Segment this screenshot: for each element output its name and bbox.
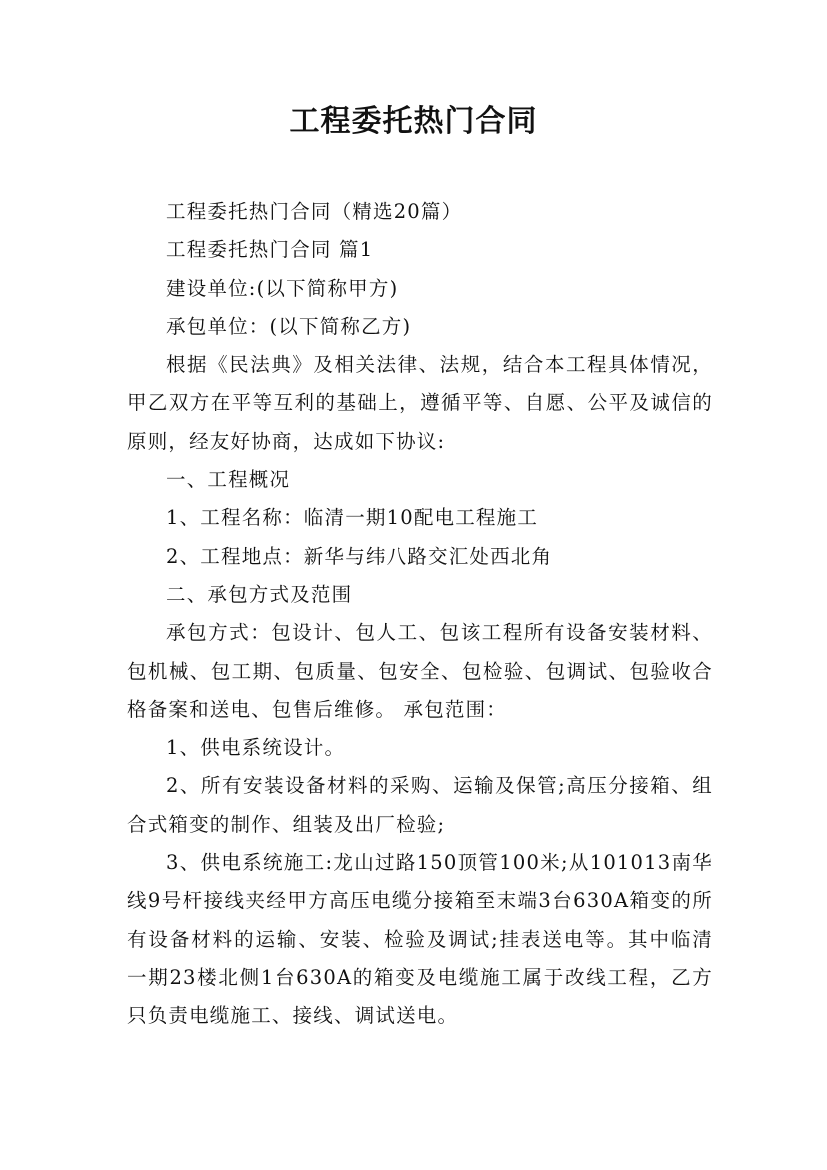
- paragraph-subtitle: 工程委托热门合同（精选20篇）: [166, 200, 463, 223]
- document-body: [127, 193, 713, 1036]
- paragraph-project-location: 2、工程地点：新华与纬八路交汇处西北角: [166, 544, 553, 568]
- section-heading-overview: 一、工程概况: [166, 468, 291, 492]
- paragraph-project-name: 1、工程名称：临清一期10配电工程施工: [166, 506, 539, 530]
- section-heading-scope: 二、承包方式及范围: [166, 582, 353, 606]
- paragraph-scope-item-3: 3、供电系统施工:龙山过路150顶管100米;从101013南华线9号杆接线夹经甲方高压电缆分接箱至末端3台630A箱变的所有设备材料的运输、安装、检验及调试;挂表送电等。其中临清一期23楼北侧1台630A的箱变及电缆施工属于改线工程，乙方只负责电缆施工、接线、调试送电。: [127, 851, 713, 1028]
- paragraph-scope-item-2: 2、所有安装设备材料的采购、运输及保管;高压分接箱、组合式箱变的制作、组装及出厂检验;: [127, 774, 713, 836]
- document-title: 工程委托热门合同: [289, 104, 538, 139]
- paragraph-contract-mode: 承包方式：包设计、包人工、包该工程所有设备安装材料、包机械、包工期、包质量、包安全、包检验、包调试、包验收合格备案和送电、包售后维修。 承包范围：: [127, 621, 713, 721]
- paragraph-party-b: 承包单位：(以下简称乙方): [166, 314, 412, 338]
- paragraph-preamble: 根据《民法典》及相关法律、法规，结合本工程具体情况，甲乙双方在平等互利的基础上，遵循平等、自愿、公平及诚信的原则，经友好协商，达成如下协议:: [127, 353, 713, 453]
- paragraph-scope-item-1: 1、供电系统设计。: [166, 736, 346, 760]
- paragraph-party-a: 建设单位:(以下简称甲方): [166, 276, 399, 300]
- paragraph-contract-heading: 工程委托热门合同 篇1: [166, 238, 374, 262]
